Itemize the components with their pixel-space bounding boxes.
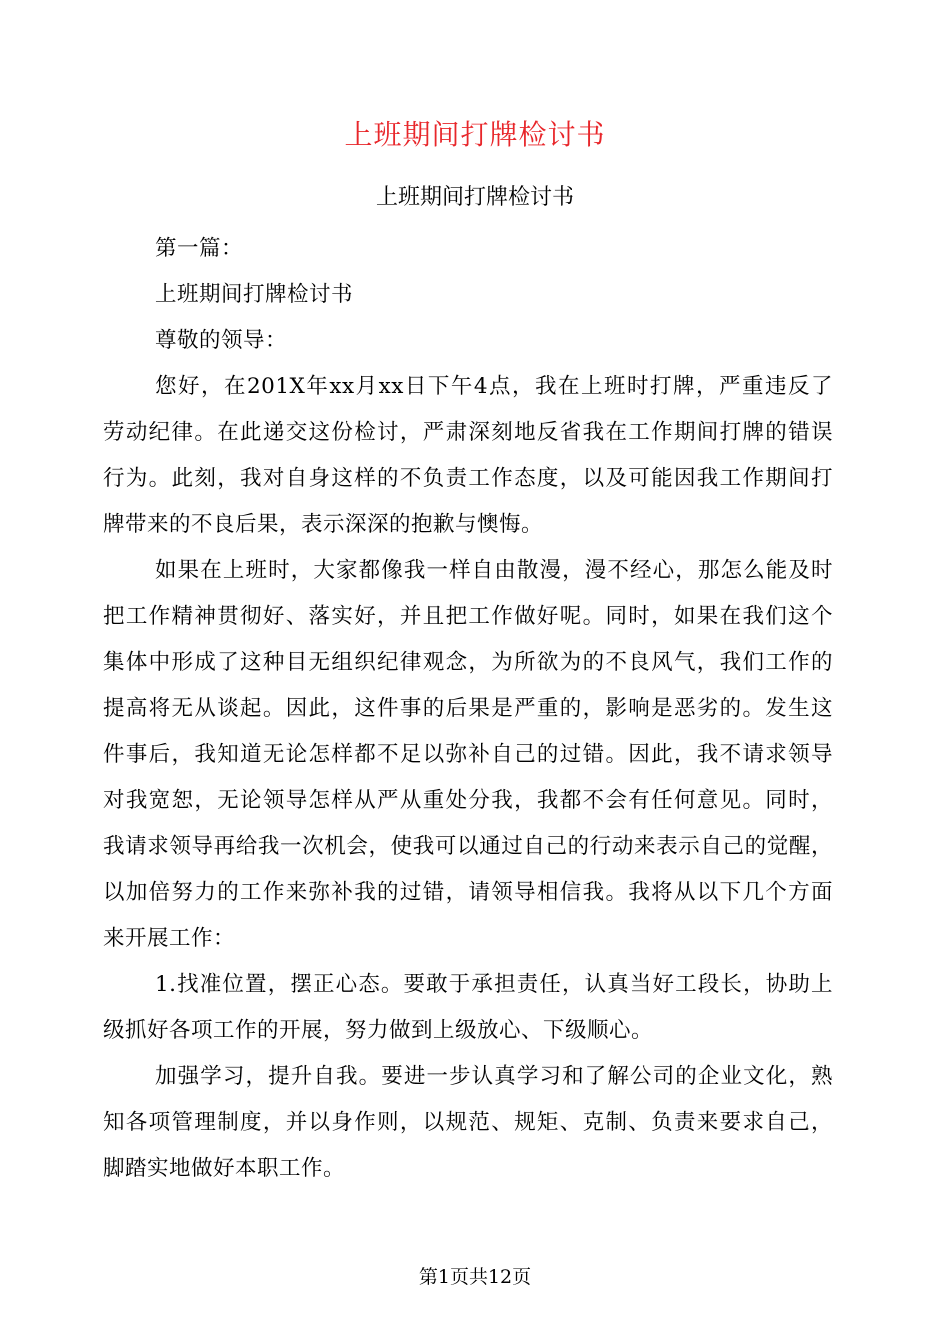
paragraph-line: 如果在上班时，大家都像我一样自由散漫，漫不经心，那怎么能及时 [155,558,833,583]
section-heading: 第一篇： [155,236,244,261]
paragraph-line: 脚踏实地做好本职工作。 [103,1156,346,1181]
document-subtitle: 上班期间打牌检讨书 [375,185,574,210]
paragraph-line: 加强学习，提升自我。要进一步认真学习和了解公司的企业文化，熟 [155,1064,833,1089]
paragraph-line: 行为。此刻，我对自身这样的不负责工作态度，以及可能因我工作期间打 [103,466,833,491]
paragraph-line: 提高将无从谈起。因此，这件事的后果是严重的，影响是恶劣的。发生这 [103,696,833,721]
paragraph-line: 来开展工作： [103,926,236,951]
document-body [103,226,833,1192]
paragraph-line: 知各项管理制度，并以身作则，以规范、规矩、克制、负责来要求自己， [103,1110,833,1135]
paragraph-line: 劳动纪律。在此递交这份检讨，严肃深刻地反省我在工作期间打牌的错误 [103,420,833,445]
paragraph-line: 牌带来的不良后果，表示深深的抱歉与懊悔。 [103,512,544,537]
paragraph-line: 集体中形成了这种目无组织纪律观念，为所欲为的不良风气，我们工作的 [103,650,833,675]
page-number-footer: 第1页共12页 [418,1266,532,1288]
paragraph-line: 您好，在201X年xx月xx日下午4点，我在上班时打牌，严重违反了 [155,374,833,399]
paragraph-line: 把工作精神贯彻好、落实好，并且把工作做好呢。同时，如果在我们这个 [103,604,833,629]
paragraph-line: 以加倍努力的工作来弥补我的过错，请领导相信我。我将从以下几个方面 [103,880,833,905]
paragraph-line: 件事后，我知道无论怎样都不足以弥补自己的过错。因此，我不请求领导 [103,742,833,767]
salutation: 尊敬的领导： [155,328,288,353]
paragraph-line: 1.找准位置，摆正心态。要敢于承担责任，认真当好工段长，协助上 [155,972,833,997]
paragraph-line: 级抓好各项工作的开展，努力做到上级放心、下级顺心。 [103,1018,654,1043]
paragraph-line: 对我宽恕，无论领导怎样从严从重处分我，我都不会有任何意见。同时， [103,788,833,813]
document-title: 上班期间打牌检讨书 [344,118,606,151]
paragraph-line: 我请求领导再给我一次机会，使我可以通过自己的行动来表示自己的觉醒， [103,834,833,859]
section-title: 上班期间打牌检讨书 [155,282,354,307]
